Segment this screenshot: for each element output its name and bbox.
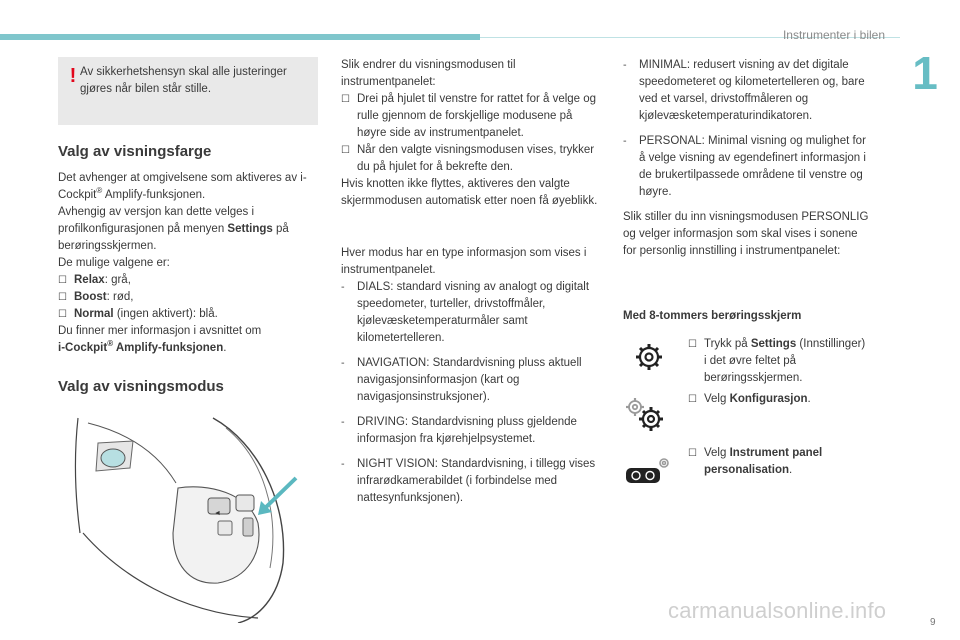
list-item: ☐ Relax: grå, — [58, 272, 320, 289]
steering-wheel-illustration — [58, 413, 318, 623]
checkbox-bullet-icon: ☐ — [688, 448, 697, 459]
paragraph: Avhengig av versjon kan dette velges i profilkonfigurasjonen på menyen Settings på berøringsskjermen. — [58, 206, 289, 252]
configuration-gears-icon — [624, 395, 668, 435]
step-settings: ☐ Trykk på Settings (Innstillinger) i det øvre feltet på berøringsskjermen. — [688, 338, 866, 384]
list-item: ☐ Boost: rød, — [58, 289, 320, 306]
section-heading-color: Valg av visningsfarge — [58, 143, 212, 160]
svg-text:◄: ◄ — [214, 510, 221, 517]
checkbox-bullet-icon: ☐ — [341, 94, 350, 105]
checkbox-bullet-icon: ☐ — [58, 292, 67, 303]
checkbox-bullet-icon: ☐ — [341, 145, 350, 156]
mode-item: - DRIVING: Standardvisning pluss gjeldende informasjon fra kjørehjelpsystemet. — [341, 416, 577, 445]
header-accent-bar — [0, 34, 480, 40]
page-header-title: Instrumenter i bilen — [782, 28, 885, 42]
mode-item: - NAVIGATION: Standardvisning pluss aktuell navigasjonsinformasjon (kart og navigasjonsinstruksjoner). — [341, 357, 582, 403]
instrument-panel-icon — [624, 456, 672, 486]
checkbox-bullet-icon: ☐ — [688, 339, 697, 350]
paragraph: Hvis knotten ikke flyttes, aktiveres den valgte skjermmodusen automatisk etter noen få øyeblikk. — [341, 178, 598, 207]
chapter-number: 1 — [912, 47, 938, 99]
section-color-body — [58, 170, 320, 357]
paragraph: Slik stiller du inn visningsmodusen PERSONLIG og velger informasjon som skal vises i sonene for personlig innstilling i instrumentpanelet: — [623, 211, 869, 257]
mode-item: - PERSONAL: Minimal visning og mulighet for å velge visning av egendefinert informasjon i de brukertilpassede områdene til venstre og høyre. — [623, 135, 866, 198]
warning-icon: ! — [69, 65, 77, 87]
watermark: carmanualsonline.info — [668, 598, 887, 623]
paragraph: Hver modus har en type informasjon som vises i instrumentpanelet. — [341, 247, 587, 276]
column-3-modes — [623, 57, 873, 260]
mode-item: - MINIMAL: redusert visning av det digitale speedometeret og kilometertelleren og, bare ved et varsel, drivstoffmåleren og kjølevæsketemperaturindikatoren. — [623, 59, 865, 122]
checkbox-bullet-icon: ☐ — [58, 309, 67, 320]
page-number: 9 — [930, 617, 936, 628]
paragraph: De mulige valgene er: — [58, 257, 170, 269]
paragraph: i-Cockpit® Amplify-funksjonen. — [58, 339, 227, 354]
mode-item: - NIGHT VISION: Standardvisning, i tillegg vises infrarødkamerabildet (i forbindelse med nattesynfunksjonen). — [341, 458, 596, 504]
settings-gear-icon — [632, 340, 666, 374]
checkbox-bullet-icon: ☐ — [58, 275, 67, 286]
column-2-modes — [341, 245, 605, 507]
paragraph: Det avhenger at omgivelsene som aktiveres av i-Cockpit® Amplify-funksjonen. — [58, 172, 307, 201]
paragraph: Slik endrer du visningsmodusen til instrumentpanelet: — [341, 59, 516, 88]
touchscreen-subheading: Med 8-tommers berøringsskjerm — [623, 310, 802, 322]
step-instrument-panel: ☐ Velg Instrument panel personalisation. — [688, 447, 823, 476]
mode-item: - DIALS: standard visning av analogt og digitalt speedometer, turteller, drivstoffmåler, kjølevæsketemperaturmåler samt kilometertelleren. — [341, 281, 590, 344]
warning-text: Av sikkerhetshensyn skal alle justeringer gjøres når bilen står stille. — [80, 66, 287, 95]
step-item: ☐ Drei på hjulet til venstre for rattet for å velge og rulle gjennom de forskjellige modusene på høyre side av instrumentpanelet. — [341, 93, 597, 139]
section-heading-mode: Valg av visningsmodus — [58, 378, 224, 395]
step-item: ☐ Når den valgte visningsmodusen vises, trykker du på hjulet for å bekrefte den. — [341, 144, 595, 173]
checkbox-bullet-icon: ☐ — [688, 394, 697, 405]
step-configuration: ☐ Velg Konfigurasjon. — [688, 391, 868, 408]
column-2-instructions — [341, 57, 605, 210]
warning-box — [58, 57, 318, 125]
list-item: ☐ Normal (ingen aktivert): blå. — [58, 306, 320, 323]
paragraph: Du finner mer informasjon i avsnittet om — [58, 325, 262, 337]
